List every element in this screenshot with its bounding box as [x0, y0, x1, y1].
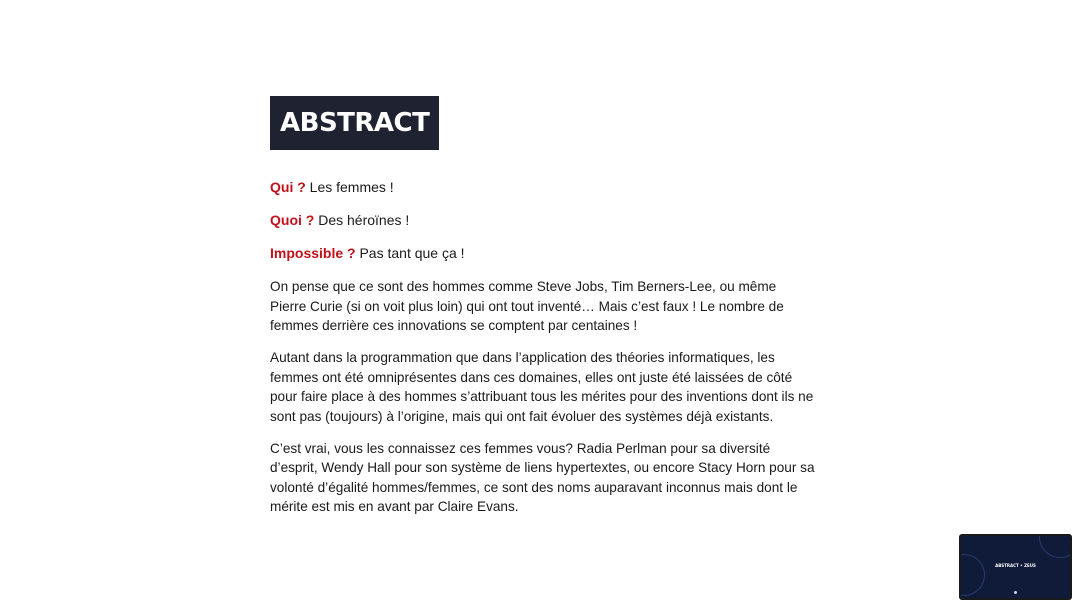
- question-label: Quoi ?: [270, 212, 315, 228]
- slide-thumbnail-preview[interactable]: [959, 534, 1072, 600]
- decorative-arc: [961, 554, 985, 596]
- question-label: Impossible ?: [270, 245, 356, 261]
- qa-line-what: [270, 211, 815, 230]
- qa-line-who: [270, 178, 815, 197]
- question-label: Qui ?: [270, 179, 306, 195]
- answer-text: Des héroïnes !: [314, 212, 410, 228]
- paragraph-intro: On pense que ce sont des hommes comme Steve Jobs, Tim Berners-Lee, ou même Pierre Curie (si on voit plus loin) qui ont tout inventé… Mais c’est faux ! Le nombre de femmes derrière ces innovations se comptent par centaines !: [270, 279, 784, 333]
- decorative-arc: [1039, 536, 1070, 558]
- paragraph-programming: Autant dans la programmation que dans l’application des théories informatiques, les femmes ont été omniprésentes dans ces domaines, elles ont juste été laissées de côté pour faire place à des hommes s’attribuant tous les mérites pour des inventions dont ils ne sont pas (toujours) à l’origine, mais qui ont fait évoluer des systèmes déjà existants.: [270, 350, 814, 424]
- answer-text: Les femmes !: [305, 179, 394, 195]
- qa-line-impossible: [270, 244, 815, 263]
- slide-content: [270, 96, 815, 529]
- slide-title: ABSTRACT: [270, 96, 439, 150]
- thumbnail-screen: [961, 536, 1070, 598]
- thumbnail-title: ABSTRACT • ZEUS: [995, 563, 1036, 568]
- answer-text: Pas tant que ça !: [355, 245, 465, 261]
- thumbnail-dot-icon: [1014, 591, 1017, 594]
- paragraph-names: C’est vrai, vous les connaissez ces femmes vous? Radia Perlman pour sa diversité d’esprit, Wendy Hall pour son système de liens hypertextes, ou encore Stacy Horn pour sa volonté d’égalité hommes/femmes, ce sont des noms auparavant inconnus mais dont le mérite est mis en avant par Claire Evans.: [270, 440, 815, 514]
